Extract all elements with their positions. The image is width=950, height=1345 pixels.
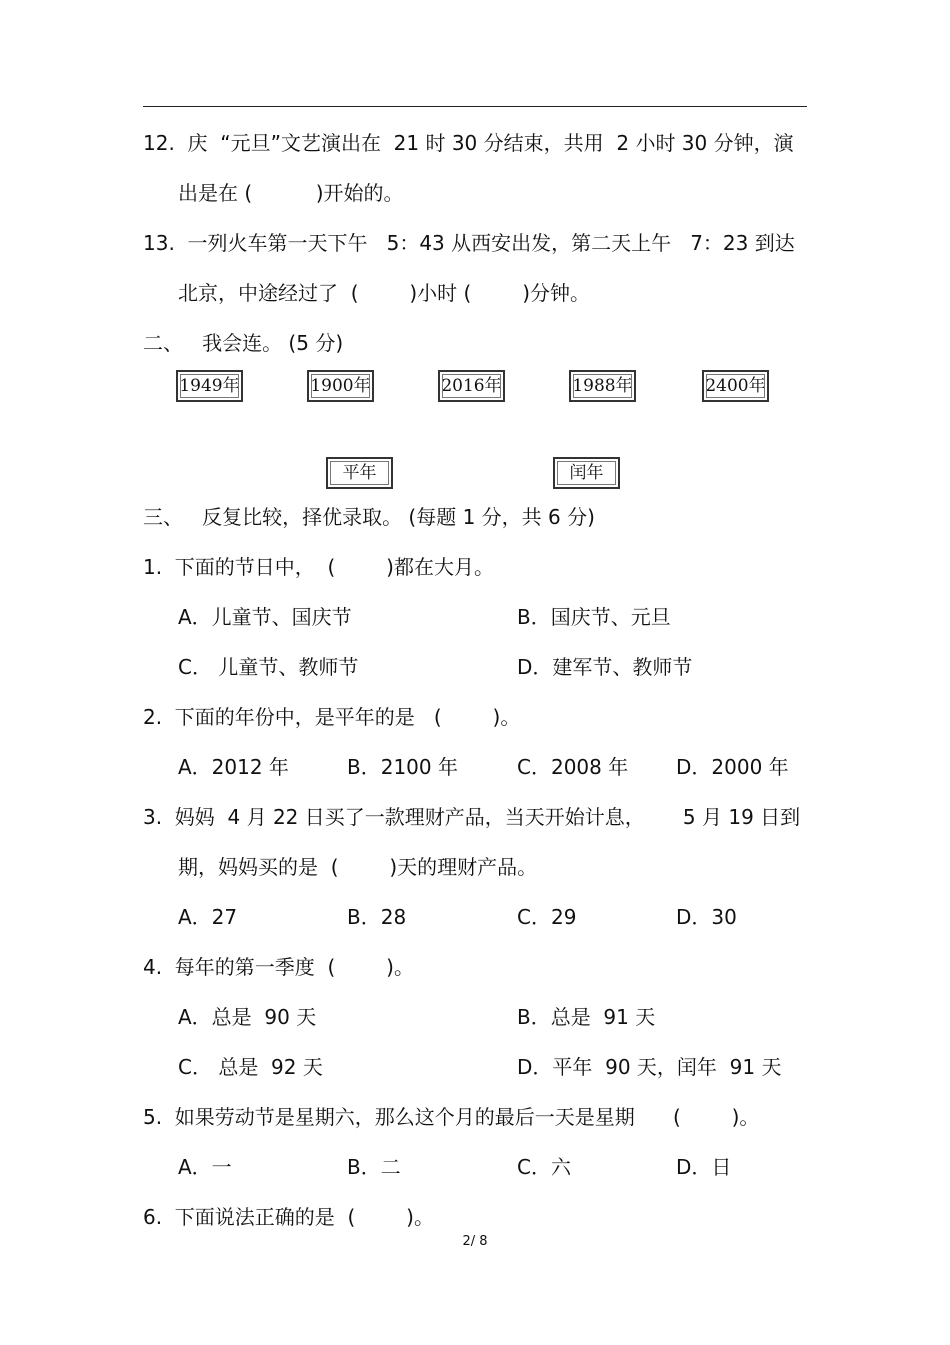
q13-line1: 13. 一列火车第一天下午 5：43 从西安出发，第二天上午 7：23 到达	[143, 231, 795, 255]
q3-stem-line2: 期，妈妈买的是 ( )天的理财产品。	[178, 855, 538, 879]
q1-option-b: B．国庆节、元旦	[517, 605, 671, 629]
q3-option-b: B．28	[347, 905, 407, 929]
q3-stem-line1: 3. 妈妈 4 月 22 日买了一款理财产品，当天开始计息， 5 月 19 日到	[143, 805, 801, 829]
q3-option-a: A．27	[178, 905, 238, 929]
q2-option-c: C．2008 年	[517, 755, 629, 779]
category-box-common-year: 平年	[326, 457, 393, 489]
year-box-1900: 1900年	[307, 370, 374, 402]
q5-stem: 5. 如果劳动节是星期六，那么这个月的最后一天是星期 ( )。	[143, 1105, 760, 1129]
q4-option-b: B．总是 91 天	[517, 1005, 656, 1029]
q2-option-b: B．2100 年	[347, 755, 458, 779]
year-box-2400: 2400年	[702, 370, 769, 402]
q3-option-d: D．30	[676, 905, 737, 929]
category-box-leap-year: 闰年	[553, 457, 620, 489]
q3-option-c: C．29	[517, 905, 577, 929]
section2-heading: 二、 我会连。 (5 分)	[143, 331, 344, 355]
q12-line1: 12. 庆 “元旦”文艺演出在 21 时 30 分结束，共用 2 小时 30 分钟，演	[143, 131, 794, 155]
header-rule	[143, 106, 807, 107]
q5-option-a: A．一	[178, 1155, 232, 1179]
q13-line2: 北京，中途经过了 ( )小时 ( )分钟。	[178, 281, 591, 305]
page-number: 2/ 8	[462, 1234, 488, 1249]
q12-line2: 出是在 ( )开始的。	[178, 181, 404, 205]
year-box-1988: 1988年	[569, 370, 636, 402]
q5-option-c: C．六	[517, 1155, 571, 1179]
q1-option-c: C． 儿童节、教师节	[178, 655, 359, 679]
section3-heading: 三、 反复比较，择优录取。 (每题 1 分，共 6 分)	[143, 505, 595, 529]
q1-option-d: D．建军节、教师节	[517, 655, 693, 679]
q4-stem: 4. 每年的第一季度 ( )。	[143, 955, 414, 979]
q2-option-d: D．2000 年	[676, 755, 789, 779]
q6-stem: 6. 下面说法正确的是 ( )。	[143, 1205, 434, 1229]
q4-option-d: D．平年 90 天，闰年 91 天	[517, 1055, 782, 1079]
q1-stem: 1. 下面的节日中， ( )都在大月。	[143, 555, 494, 579]
q5-option-d: D．日	[676, 1155, 732, 1179]
q1-option-a: A．儿童节、国庆节	[178, 605, 352, 629]
q2-stem: 2. 下面的年份中，是平年的是 ( )。	[143, 705, 521, 729]
q2-option-a: A．2012 年	[178, 755, 289, 779]
q4-option-c: C． 总是 92 天	[178, 1055, 323, 1079]
q5-option-b: B．二	[347, 1155, 401, 1179]
year-box-1949: 1949年	[176, 370, 243, 402]
year-box-2016: 2016年	[438, 370, 505, 402]
q4-option-a: A．总是 90 天	[178, 1005, 317, 1029]
